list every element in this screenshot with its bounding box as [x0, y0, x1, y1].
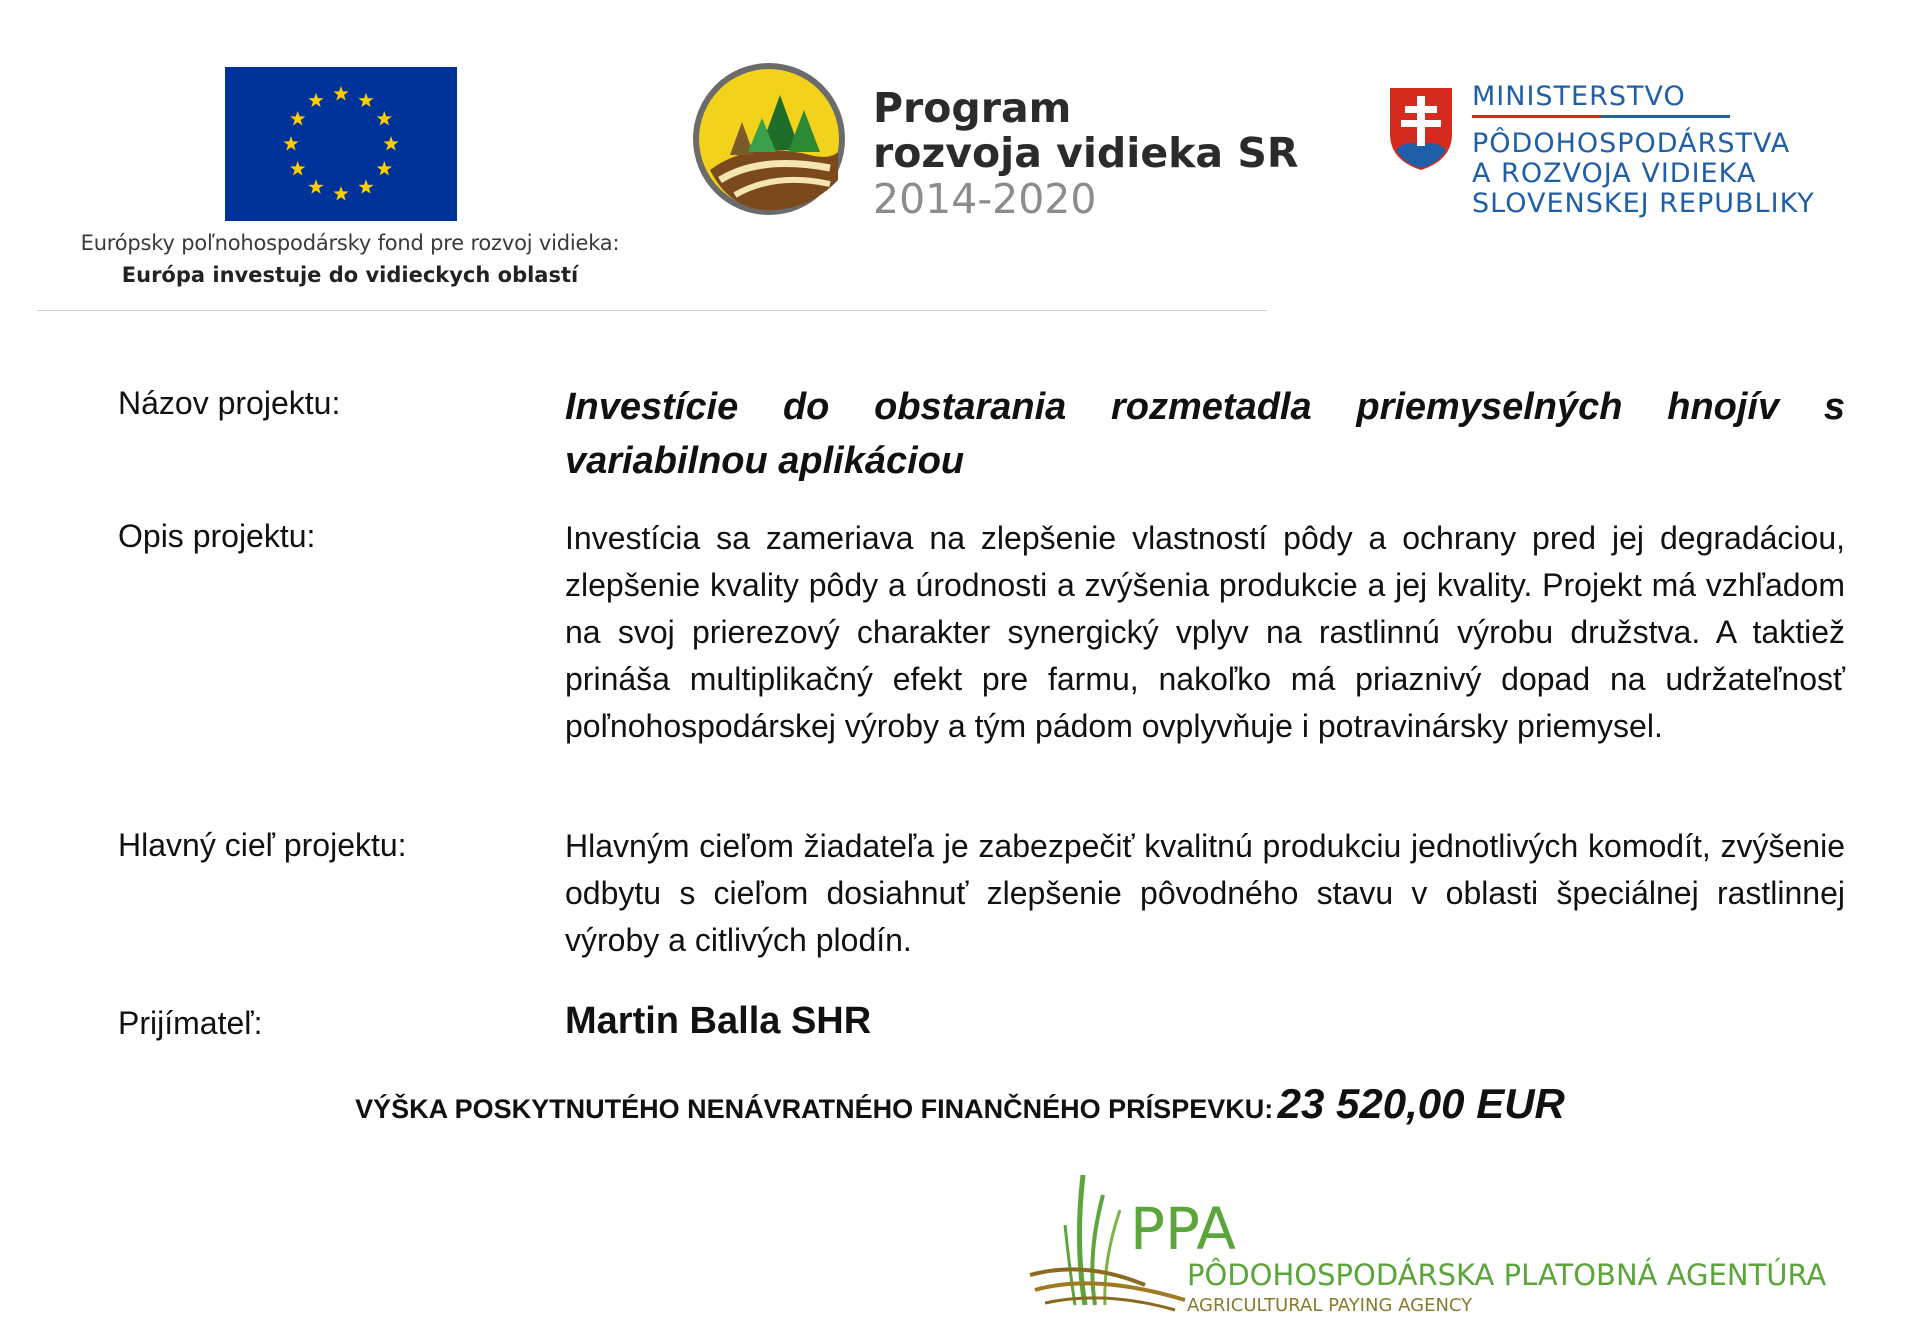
- slovak-coat-of-arms-icon: [1388, 86, 1454, 172]
- ppa-name-sk: PÔDOHOSPODÁRSKA PLATOBNÁ AGENTÚRA: [1187, 1258, 1827, 1292]
- ministry-rule: [1472, 115, 1730, 118]
- recipient-label: Prijímateľ:: [118, 1005, 263, 1041]
- ministry-line2: PÔDOHOSPODÁRSTVA: [1472, 128, 1791, 159]
- grant-amount-label: VÝŠKA POSKYTNUTÉHO NENÁVRATNÉHO FINANČNÉHO PRÍSPEVKU:: [355, 1094, 1274, 1124]
- project-description-label: Opis projektu:: [118, 518, 316, 554]
- prv-emblem-icon: [690, 60, 848, 218]
- project-description: Investícia sa zameriava na zlepšenie vlastností pôdy a ochrany pred jej degradáciou, zlepšenie kvality pôdy a úrodnosti a zvýšenia produkcie a jej kvality. Projekt má vzhľadom na svoj prierezový charakter synergický vplyv na rastlinnú výrobu družstva. A taktiež prináša multiplikačný efekt pre farmu, nakoľko má priaznivý dopad na udržateľnosť poľnohospodárskej výroby a tým pádom ovplyvňuje i potravinársky priemysel.: [565, 520, 1845, 744]
- eu-caption-line1: Európsky poľnohospodársky fond pre rozvoj vidieka:: [80, 231, 620, 255]
- ministry-line1: MINISTERSTVO: [1472, 81, 1686, 112]
- prv-title-line1: Program: [873, 84, 1072, 132]
- recipient-name: Martin Balla SHR: [565, 1000, 872, 1042]
- header-divider: [37, 310, 1267, 311]
- prv-years: 2014-2020: [873, 175, 1097, 223]
- ministry-line4: SLOVENSKEJ REPUBLIKY: [1472, 188, 1815, 219]
- project-name-label: Názov projektu:: [118, 385, 341, 421]
- ppa-name-en: AGRICULTURAL PAYING AGENCY: [1187, 1295, 1473, 1316]
- ppa-letters: PPA: [1130, 1195, 1236, 1263]
- ministry-line3: A ROZVOJA VIDIEKA: [1472, 158, 1757, 189]
- grant-amount-row: [0, 1080, 1920, 1128]
- eu-caption-line2: Európa investuje do vidieckych oblastí: [121, 263, 579, 287]
- project-name: Investície do obstarania rozmetadla priemyselných hnojív s variabilnou aplikáciou: [565, 386, 1845, 482]
- eu-flag-icon: [225, 67, 457, 221]
- project-goal: Hlavným cieľom žiadateľa je zabezpečiť kvalitnú produkciu jednotlivých komodít, zvýšenie odbytu s cieľom dosiahnuť zlepšenie pôvodného stavu v oblasti špeciálnej rastlinnej výroby a citlivých plodín.: [565, 828, 1845, 958]
- prv-title-line2: rozvoja vidieka SR: [873, 129, 1299, 177]
- grant-amount-value: 23 520,00 EUR: [1277, 1080, 1565, 1127]
- project-goal-label: Hlavný cieľ projektu:: [118, 827, 407, 863]
